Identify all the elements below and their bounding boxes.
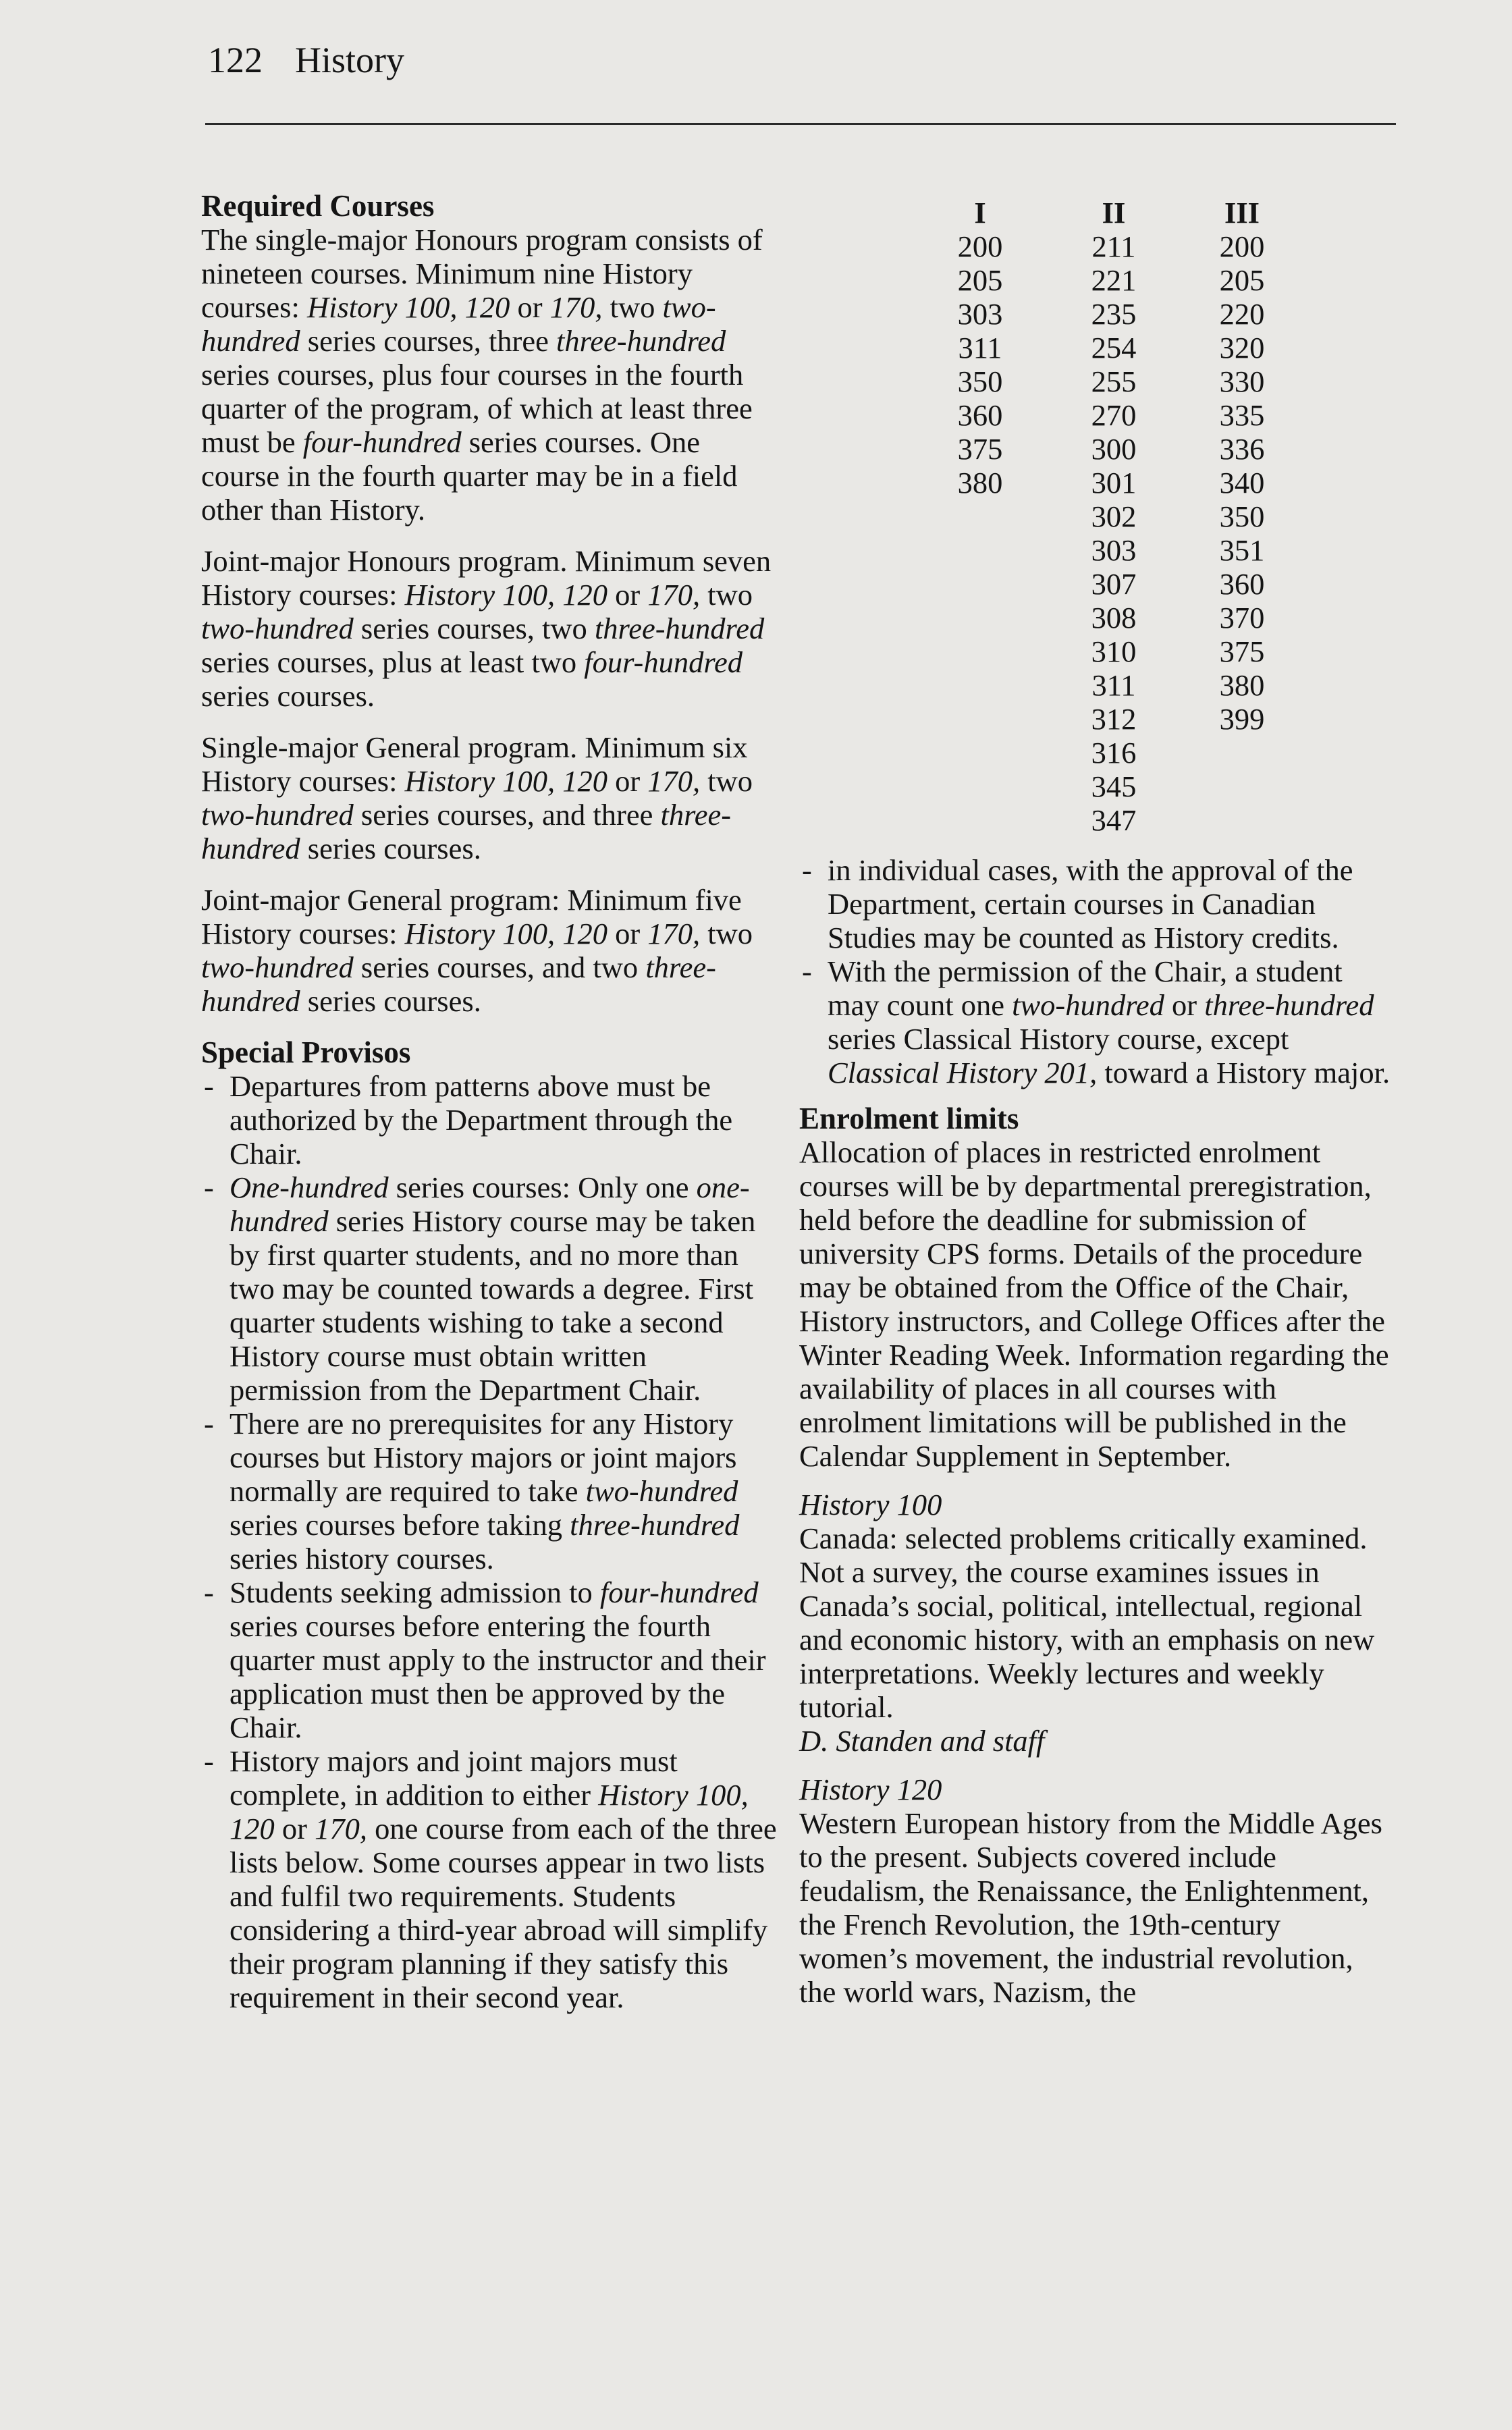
course-number: 310 — [1091, 634, 1137, 668]
course-number: 303 — [1091, 533, 1137, 567]
header-rule — [205, 123, 1396, 125]
proviso-item: - in individual cases, with the approval of the Department, certain courses in Canadian Studies may be counted as History credits. — [799, 853, 1393, 954]
course-number: 308 — [1091, 601, 1137, 634]
course-number: 221 — [1091, 263, 1137, 297]
proviso-item: - History majors and joint majors must complete, in addition to either History 100, 120 or 170, one course from each of the three lists below. Some courses appear in two lists and fulfil two requirements. Students considering a third-year abroad will simplify their program planning if they satisfy this requirement in their second year. — [201, 1744, 782, 2014]
course-number: 336 — [1219, 432, 1265, 466]
course-number: 205 — [957, 263, 1003, 297]
course-entry — [799, 1773, 1393, 2009]
course-title: History 120 — [799, 1773, 942, 1806]
enrolment-limits-heading: Enrolment limits — [799, 1102, 1019, 1135]
course-number: 312 — [1091, 702, 1137, 736]
course-number: 311 — [958, 331, 1002, 364]
course-number: 254 — [1091, 331, 1137, 364]
course-title: History 100 — [799, 1488, 942, 1521]
page-number: 122 — [208, 40, 263, 80]
program-paragraph: Joint-major Honours program. Minimum seven History courses: History 100, 120 or 170, two two-hundred series courses, two three-hundred series courses, plus at least two four-hundred series courses. — [201, 544, 772, 713]
section-title: History — [295, 40, 404, 80]
course-number: 375 — [1219, 634, 1265, 668]
required-paragraphs — [201, 223, 782, 1018]
course-number: 220 — [1219, 297, 1265, 331]
list-header: II — [1102, 196, 1126, 230]
running-header — [208, 39, 404, 81]
course-number: 351 — [1219, 533, 1265, 567]
right-column — [799, 853, 1393, 2009]
course-number: 350 — [957, 364, 1003, 398]
enrolment-text: Allocation of places in restricted enrolment courses will be by departmental preregistration, held before the deadline for submission of university CPS forms. Details of the procedure may be obtained from the Office of the Chair, History instructors, and College Offices after the Winter Reading Week. Information regarding the availability of places in all courses with enrolment limitations will be published in the Calendar Supplement in September. — [799, 1135, 1389, 1473]
course-number: 200 — [1219, 230, 1265, 263]
course-lists-table — [940, 196, 1282, 837]
left-column — [201, 189, 782, 2014]
course-number: 399 — [1219, 702, 1265, 736]
program-paragraph: Single-major General program. Minimum six History courses: History 100, 120 or 170, two two-hundred series courses, and three three-hundred series courses. — [201, 730, 753, 865]
course-number: 360 — [957, 398, 1003, 432]
course-number: 235 — [1091, 297, 1137, 331]
list-column — [1073, 230, 1154, 837]
course-description: Canada: selected problems critically examined. Not a survey, the course examines issues in Canada’s social, political, intellectual, regional and economic history, with an emphasis on new interpretations. Weekly lectures and weekly tutorial. — [799, 1521, 1375, 1724]
list-column — [1202, 230, 1282, 837]
proviso-item: - Students seeking admission to four-hundred series courses before entering the fourth quarter must apply to the instructor and their application must then be approved by the Chair. — [201, 1575, 782, 1744]
course-instructor: D. Standen and staff — [799, 1724, 1045, 1758]
course-number: 316 — [1091, 736, 1137, 770]
course-number: 200 — [957, 230, 1003, 263]
course-number: 320 — [1219, 331, 1265, 364]
course-description: Western European history from the Middle Ages to the present. Subjects covered include feudalism, the Renaissance, the Enlightenment, the French Revolution, the 19th-century women’s movement, the industrial revolution, the world wars, Nazism, the — [799, 1806, 1382, 2009]
course-entry — [799, 1488, 1393, 1758]
provisos-list — [201, 1069, 782, 2014]
course-number: 330 — [1219, 364, 1265, 398]
course-number: 301 — [1091, 466, 1137, 500]
proviso-item: - Departures from patterns above must be authorized by the Department through the Chair. — [201, 1069, 782, 1170]
course-number: 311 — [1091, 668, 1136, 702]
list-header: III — [1224, 196, 1260, 230]
course-number: 303 — [957, 297, 1003, 331]
course-number: 211 — [1091, 230, 1136, 263]
course-number: 380 — [957, 466, 1003, 500]
more-provisos-list — [799, 853, 1393, 1089]
course-number: 375 — [957, 432, 1003, 466]
course-number: 345 — [1091, 770, 1137, 803]
list-column — [940, 230, 1021, 837]
proviso-item: - There are no prerequisites for any History courses but History majors or joint majors normally are required to take two-hundred series courses before taking three-hundred series history courses. — [201, 1407, 782, 1575]
course-number: 300 — [1091, 432, 1137, 466]
program-paragraph: The single-major Honours program consists of nineteen courses. Minimum nine History courses: History 100, 120 or 170, two two-hundred series courses, three three-hundred series courses, plus four courses in the fourth quarter of the program, of which at least three must be four-hundred series courses. One course in the fourth quarter may be in a field other than History. — [201, 223, 763, 526]
course-number: 370 — [1219, 601, 1265, 634]
course-number: 255 — [1091, 364, 1137, 398]
course-number: 205 — [1219, 263, 1265, 297]
proviso-item: - One-hundred series courses: Only one one-hundred series History course may be taken by first quarter students, and no more than two may be counted towards a degree. First quarter students wishing to take a second History course must obtain written permission from the Department Chair. — [201, 1170, 782, 1407]
course-number: 360 — [1219, 567, 1265, 601]
proviso-item: - With the permission of the Chair, a student may count one two-hundred or three-hundred series Classical History course, except Classical History 201, toward a History major. — [799, 954, 1393, 1089]
course-number: 335 — [1219, 398, 1265, 432]
course-number: 340 — [1219, 466, 1265, 500]
course-number: 347 — [1091, 803, 1137, 837]
course-number: 302 — [1091, 500, 1137, 533]
course-number: 380 — [1219, 668, 1265, 702]
list-header: I — [974, 196, 986, 230]
course-number: 350 — [1219, 500, 1265, 533]
program-paragraph: Joint-major General program: Minimum five History courses: History 100, 120 or 170, two two-hundred series courses, and two three-hundred series courses. — [201, 883, 753, 1018]
course-number: 307 — [1091, 567, 1137, 601]
course-number: 270 — [1091, 398, 1137, 432]
required-courses-heading: Required Courses — [201, 189, 435, 223]
special-provisos-heading: Special Provisos — [201, 1035, 411, 1069]
